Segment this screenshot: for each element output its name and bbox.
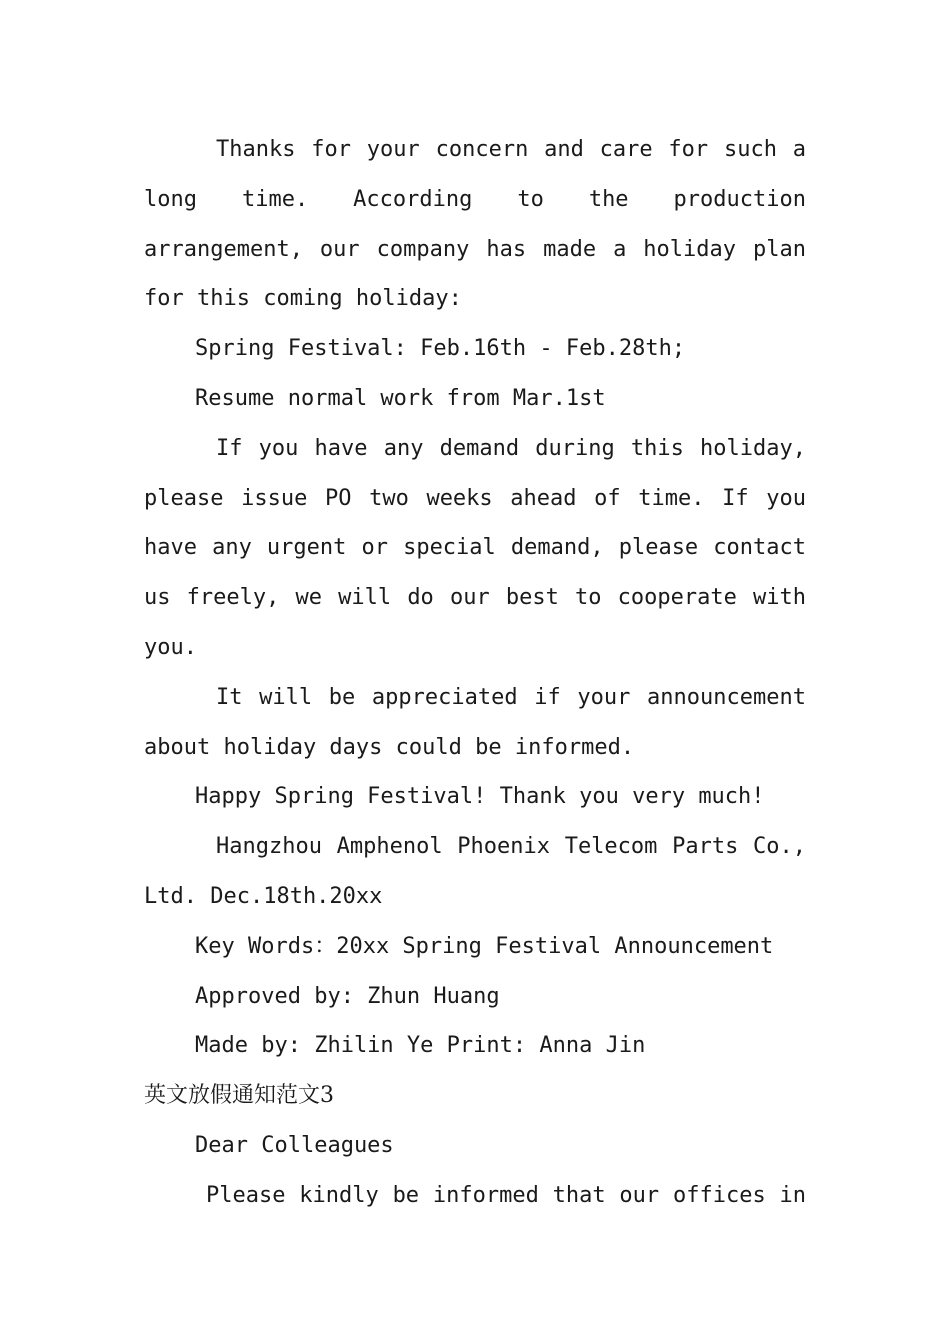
demand-paragraph: If you have any demand during this holiday, please issue PO two weeks ahead of time. If you have any urgent or special demand, please contact us freely, we will do our best to cooperate with you. [144,435,806,660]
announcement-paragraph: It will be appreciated if your announcement about holiday days could be informed. [144,684,806,760]
approved-by-line: Approved by: Zhun Huang [195,983,500,1009]
greeting-line: Happy Spring Festival! Thank you very much! [195,784,765,810]
made-by-line: Made by: Zhilin Ye Print: Anna Jin [195,1033,646,1059]
signature-paragraph: Hangzhou Amphenol Phoenix Telecom Parts Co., Ltd. Dec.18th.20xx [144,834,806,909]
intro-paragraph: Thanks for your concern and care for such a long time. According to the production arrangement, our company has made a holiday plan for this coming holiday: [144,137,806,312]
resume-work-line: Resume normal work from Mar.1st [195,385,606,411]
keywords-line: Key Words：20xx Spring Festival Announcement [195,933,774,959]
salutation-line: Dear Colleagues [195,1132,394,1158]
offices-paragraph: Please kindly be informed that our offices in [206,1182,806,1208]
holiday-dates-line: Spring Festival: Feb.16th - Feb.28th; [195,336,686,362]
section-heading: 英文放假通知范文3 [144,1083,334,1109]
document-body [144,125,806,1221]
